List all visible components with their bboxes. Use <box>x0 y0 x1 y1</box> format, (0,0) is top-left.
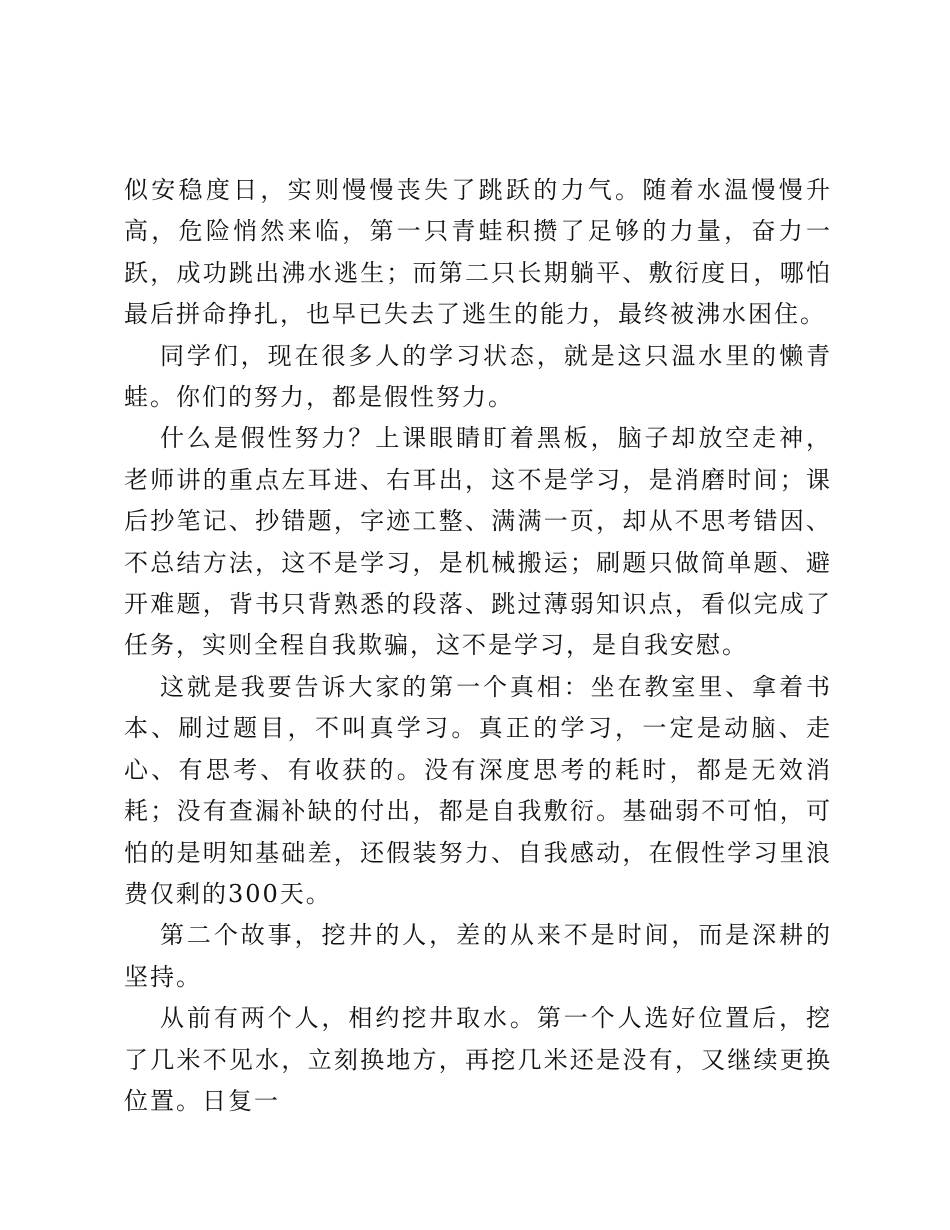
paragraph-fake-effort: 什么是假性努力？上课眼睛盯着黑板，脑子却放空走神，老师讲的重点左耳进、右耳出，这不是学习，是消磨时间；课后抄笔记、抄错题，字迹工整、满满一页，却从不思考错因、不总结方法，这不是学习，是机械搬运；刷题只做简单题、避开难题，背书只背熟悉的段落、跳过薄弱知识点，看似完成了任务，实则全程自我欺骗，这不是学习，是自我安慰。 <box>124 424 832 660</box>
paragraph-lazy-frog: 同学们，现在很多人的学习状态，就是这只温水里的懒青蛙。你们的努力，都是假性努力。 <box>124 341 832 412</box>
paragraph-first-truth: 这就是我要告诉大家的第一个真相：坐在教室里、拿着书本、刷过题目，不叫真学习。真正的学习，一定是动脑、走心、有思考、有收获的。没有深度思考的耗时，都是无效消耗；没有查漏补缺的付出，都是自我敷衍。基础弱不可怕，可怕的是明知基础差，还假装努力、自我感动，在假性学习里浪费仅剩的300天。 <box>124 672 832 908</box>
paragraph-second-story: 第二个故事，挖井的人，差的从来不是时间，而是深耕的坚持。 <box>124 921 832 991</box>
paragraph-well-digging: 从前有两个人，相约挖井取水。第一个人选好位置后，挖了几米不见水，立刻换地方，再挖几米还是没有，又继续更换位置。日复一 <box>124 1004 832 1115</box>
paragraph-continuation: 似安稳度日，实则慢慢丧失了跳跃的力气。随着水温慢慢升高，危险悄然来临，第一只青蛙积攒了足够的力量，奋力一跃，成功跳出沸水逃生；而第二只长期躺平、敷衍度日，哪怕最后拼命挣扎，也早已失去了逃生的能力，最终被沸水困住。 <box>124 176 832 329</box>
document-body <box>124 170 832 1122</box>
